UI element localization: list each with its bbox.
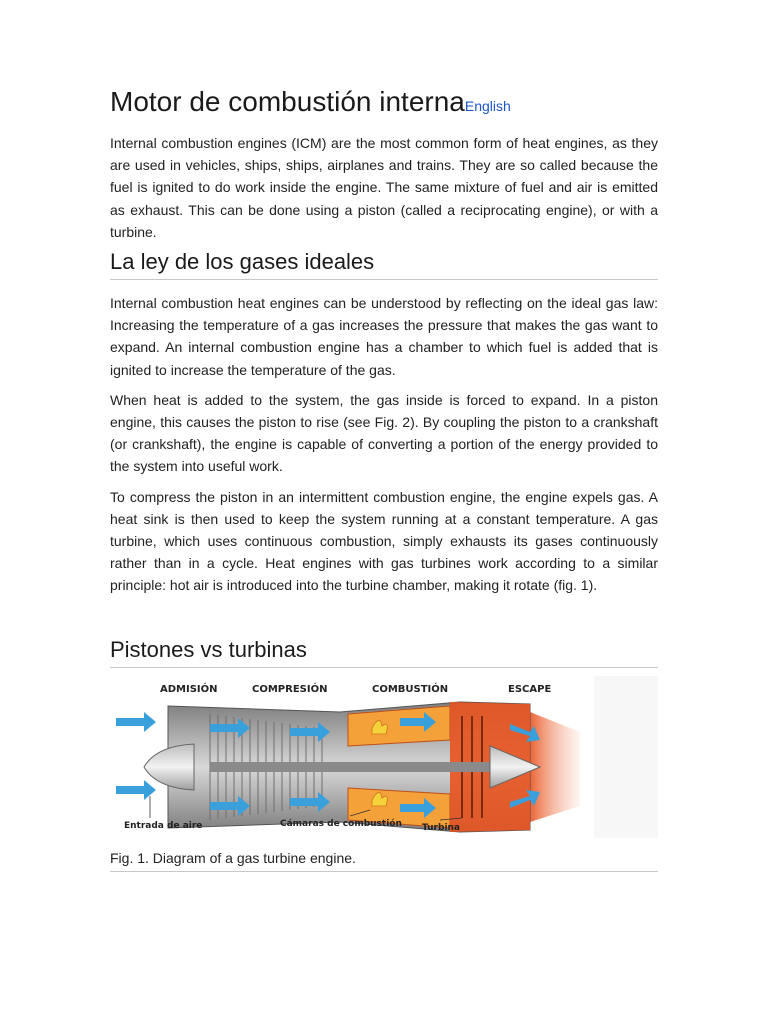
section-heading-gases: La ley de los gases ideales xyxy=(110,247,658,280)
language-link-english[interactable]: English xyxy=(464,98,511,114)
gases-paragraph-3: To compress the piston in an intermittent combustion engine, the engine expels gas. A heat sink is then used to keep the system running at a constant temperature. A gas turbine, which uses continuous combustion, simply exhausts its gases continuously rather than in a cycle. Heat engines with gas turbines work according to a similar principle: hot air is introduced into the turbine chamber, making it rotate (fig. 1). xyxy=(110,488,658,594)
nose-cone xyxy=(144,744,194,790)
label-entrada-de-aire: Entrada de aire xyxy=(124,820,203,831)
label-admision: ADMISIÓN xyxy=(160,683,218,695)
section-heading-pistones: Pistones vs turbinas xyxy=(110,635,658,668)
intro-paragraph: Internal combustion engines (ICM) are the most common form of heat engines, as they are used in vehicles, ships, ships, airplanes and trains. They are so called because the fuel is ignited to do work inside the engine. The same mixture of fuel and air is emitted as exhaust. This can be done using a piston (called a reciprocating engine), or with a turbine. xyxy=(110,135,658,240)
figure-caption: Fig. 1. Diagram of a gas turbine engine. xyxy=(110,848,658,872)
figure-side-panel xyxy=(594,676,658,838)
gas-turbine-figure xyxy=(110,676,658,840)
article xyxy=(110,84,658,872)
gas-turbine-diagram xyxy=(110,676,594,840)
label-escape: ESCAPE xyxy=(508,683,552,695)
label-camaras-de-combustion: Cámaras de combustión xyxy=(280,818,402,829)
label-turbina: Turbina xyxy=(422,822,461,833)
page-title-text: Motor de combustión interna xyxy=(110,86,465,117)
page-title xyxy=(110,84,658,124)
engine-shaft xyxy=(210,762,510,772)
label-compresion: COMPRESIÓN xyxy=(252,683,328,695)
label-combustion: COMBUSTIÓN xyxy=(372,683,449,695)
gases-paragraph-1: Internal combustion heat engines can be understood by reflecting on the ideal gas law: Increasing the temperature of a gas increases the pressure that makes the gas want to expand. An internal combustion engine has a chamber to which fuel is added that is ignited to increase the temperature of the gas. xyxy=(110,295,658,378)
gases-paragraph-2: When heat is added to the system, the gas inside is forced to expand. In a piston engine, this causes the piston to rise (see Fig. 2). By coupling the piston to a crankshaft (or crankshaft), the engine is capable of converting a portion of the energy provided to the system into useful work. xyxy=(110,391,658,475)
